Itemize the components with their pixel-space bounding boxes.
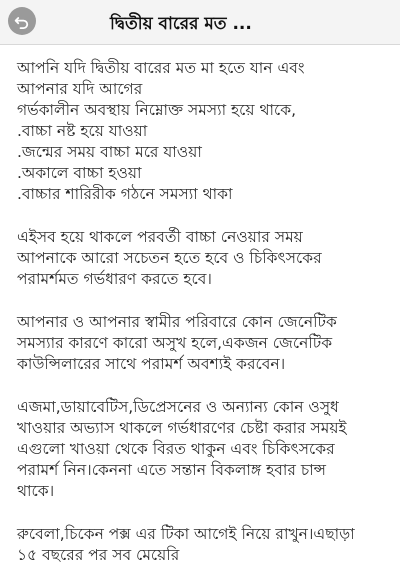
article-content[interactable] bbox=[0, 44, 400, 564]
text-line: আপনাকে আরো সচেতন হতে হবে ও চিকিৎসকের bbox=[17, 249, 322, 267]
text-line: এইসব হয়ে থাকলে পরবর্তী বাচ্চা নেওয়ার সময় bbox=[17, 228, 303, 246]
paragraph-2 bbox=[17, 227, 395, 290]
text-line: পরামর্শ নিন।কেননা এতে সন্তান বিকলাঙ্গ হবার চান্স bbox=[17, 461, 326, 479]
text-line: থাকে। bbox=[17, 482, 55, 500]
list-item: .জন্মের সময় বাচ্চা মরে যাওয়া bbox=[17, 143, 202, 161]
list-item: .বাচ্চার শারিরীক গঠনে সমস্যা থাকা bbox=[17, 185, 233, 203]
text-line: সমস্যার কারণে কারো অসুখ হলে,একজন জেনেটিক bbox=[17, 334, 333, 352]
text-line: আপনার যদি আগের bbox=[17, 80, 143, 98]
article-body bbox=[17, 58, 395, 588]
text-line: এগুলো খাওয়া থেকে বিরত থাকুন এবং চিকিৎসকের bbox=[17, 440, 335, 458]
paragraph-5 bbox=[17, 524, 395, 566]
paragraph-3 bbox=[17, 312, 395, 375]
text-line: গর্ভকালীন অবস্থায় নিম্নোক্ত সমস্যা হয়ে থাকে, bbox=[17, 101, 296, 119]
text-line: ১৫ বছরের পর সব মেয়েরি bbox=[17, 546, 180, 564]
paragraph-1 bbox=[17, 58, 395, 205]
text-line: পরামর্শমত গর্ভধারণ করতে হবে। bbox=[17, 270, 212, 288]
text-line: রুবেলা,চিকেন পক্স এর টিকা আগেই নিয়ে রাখুন।এছাড়া bbox=[17, 525, 355, 543]
list-item: .অকালে বাচ্চা হওয়া bbox=[17, 164, 142, 182]
app-bar bbox=[0, 0, 400, 45]
page-title: দ্বিতীয় বারের মত ... bbox=[110, 14, 252, 34]
text-line: আপনি যদি দ্বিতীয় বারের মত মা হতে যান এবং bbox=[17, 59, 305, 77]
paragraph-4 bbox=[17, 397, 395, 502]
text-line: কাউন্সিলারের সাথে পরামর্শ অবশ্যই করবেন। bbox=[17, 355, 286, 373]
text-line: এজমা,ডায়াবেটিস,ডিপ্রেসনের ও অন্যান্য কোন ওসুধ bbox=[17, 398, 339, 416]
text-line: খাওয়ার অভ্যাস থাকলে গর্ভধারণের চেষ্টা করার সময়ই bbox=[17, 419, 347, 437]
list-item: .বাচ্চা নষ্ট হয়ে যাওয়া bbox=[17, 122, 148, 140]
text-line: আপনার ও আপনার স্বামীর পরিবারে কোন জেনেটিক bbox=[17, 313, 337, 331]
back-arrow-icon bbox=[13, 12, 31, 30]
back-button[interactable] bbox=[8, 7, 36, 35]
